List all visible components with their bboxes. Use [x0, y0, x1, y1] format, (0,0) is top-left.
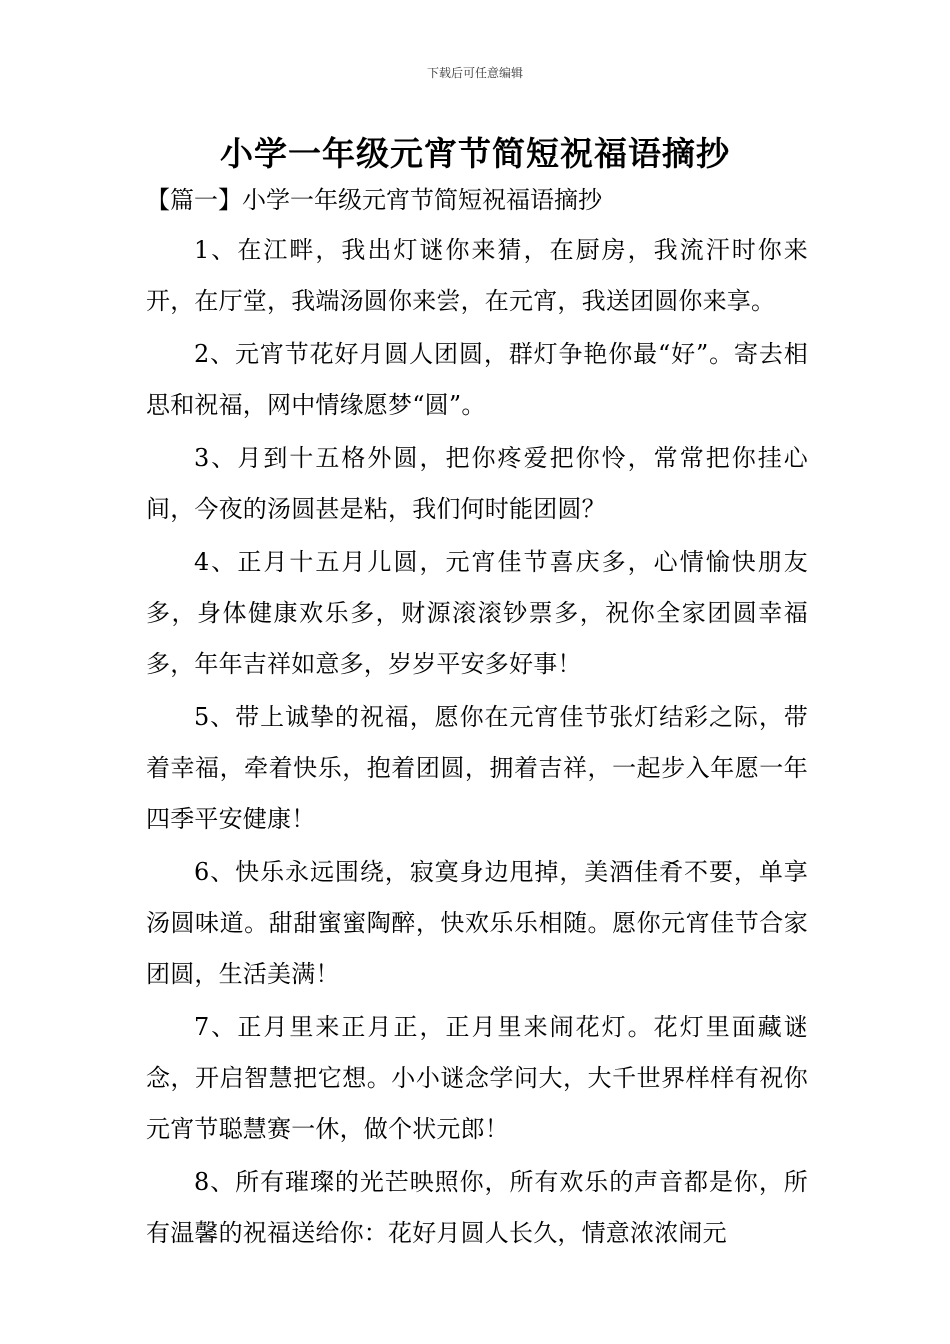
paragraph-1: 1、在江畔，我出灯谜你来猜，在厨房，我流汗时你来开，在厅堂，我端汤圆你来尝，在元宵，我送团圆你来享。 [146, 236, 808, 315]
paragraph-6: 6、快乐永远围绕，寂寞身边甩掉，美酒佳肴不要，单享汤圆味道。甜甜蜜蜜陶醉，快欢乐乐相随。愿你元宵佳节合家团圆，生活美满！ [146, 858, 808, 988]
paragraph-8: 8、所有璀璨的光芒映照你，所有欢乐的声音都是你，所有温馨的祝福送给你：花好月圆人长久，情意浓浓闹元 [146, 1168, 808, 1247]
page-header-note: 下载后可任意编辑 [426, 66, 523, 80]
section-heading: 【篇一】小学一年级元宵节简短祝福语摘抄 [146, 186, 602, 214]
document-body [146, 225, 808, 1261]
document-title: 小学一年级元宵节简短祝福语摘抄 [220, 134, 730, 173]
paragraph-7: 7、正月里来正月正，正月里来闹花灯。花灯里面藏谜念，开启智慧把它想。小小谜念学问大，大千世界样样有祝你元宵节聪慧赛一休，做个状元郎！ [146, 1013, 808, 1143]
paragraph-4: 4、正月十五月儿圆，元宵佳节喜庆多，心情愉快朋友多，身体健康欢乐多，财源滚滚钞票多，祝你全家团圆幸福多，年年吉祥如意多，岁岁平安多好事！ [146, 548, 808, 678]
paragraph-3: 3、月到十五格外圆，把你疼爱把你怜，常常把你挂心间，今夜的汤圆甚是粘，我们何时能团圆？ [146, 444, 808, 523]
paragraph-2: 2、元宵节花好月圆人团圆，群灯争艳你最“好”。寄去相思和祝福，网中情缘愿梦“圆”。 [146, 340, 808, 419]
paragraph-5: 5、带上诚挚的祝福，愿你在元宵佳节张灯结彩之际，带着幸福，牵着快乐，抱着团圆，拥着吉祥，一起步入年愿一年四季平安健康！ [146, 703, 808, 833]
